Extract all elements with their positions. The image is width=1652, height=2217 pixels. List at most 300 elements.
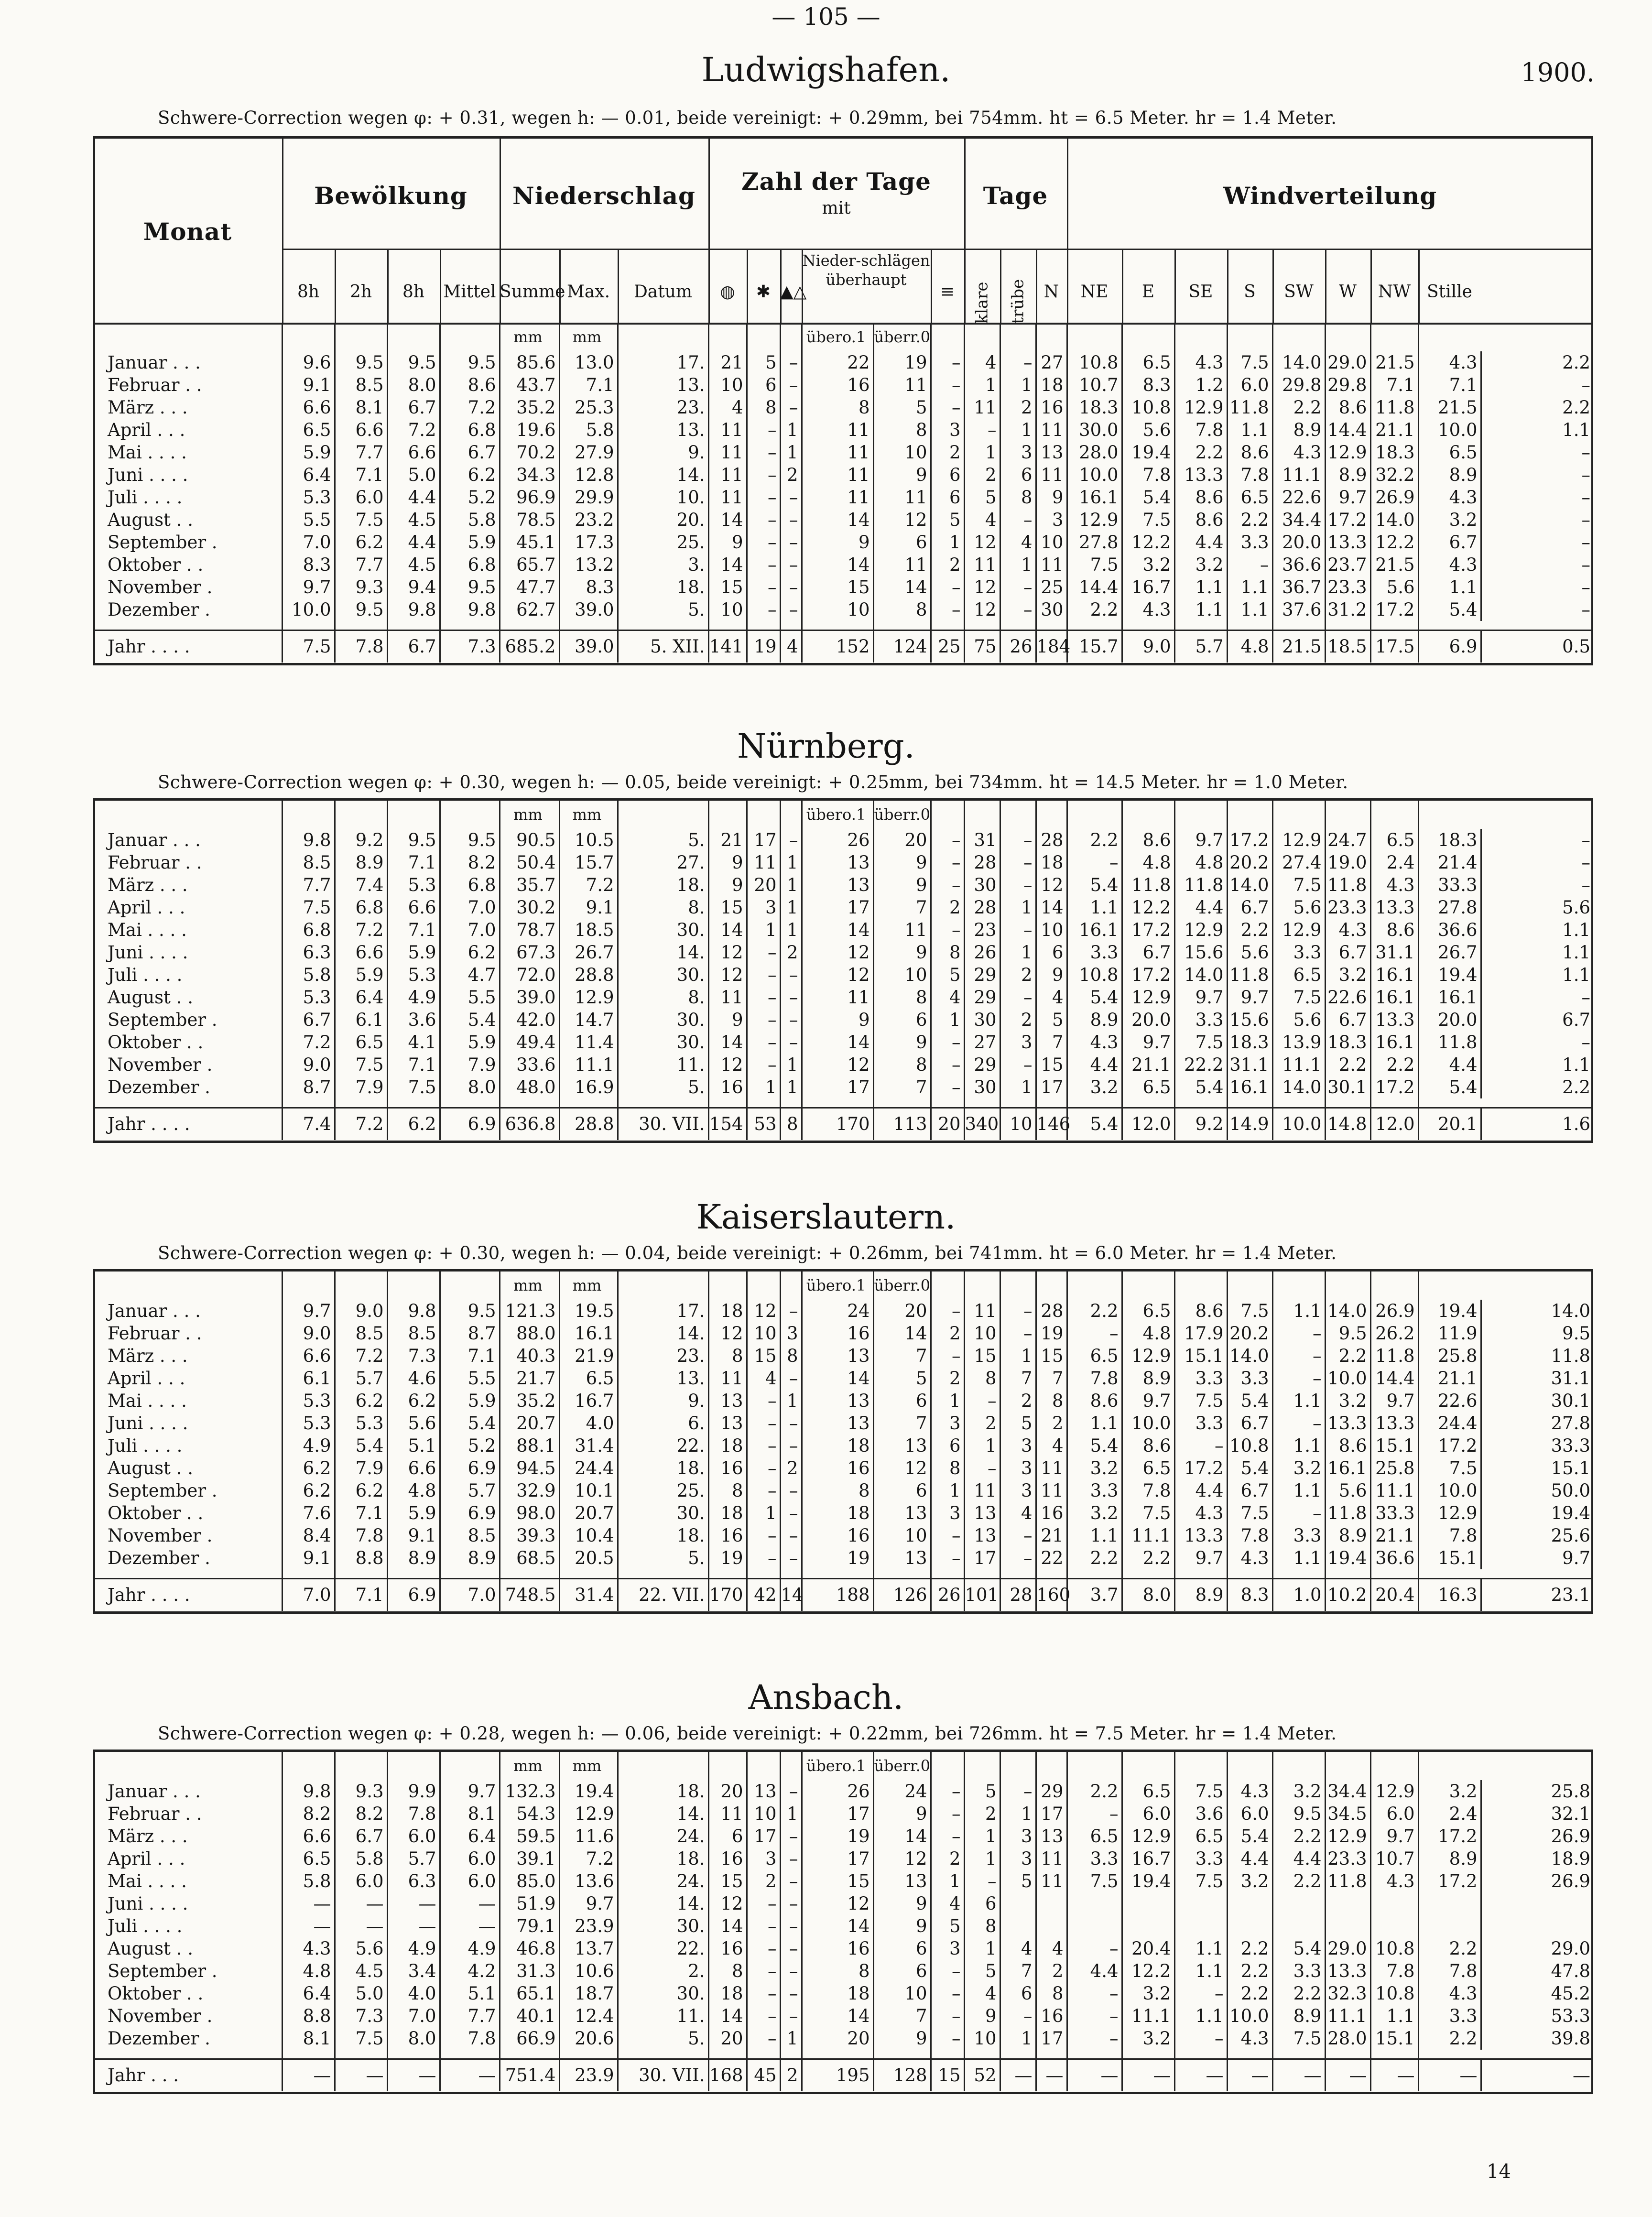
table-cell: 11.8 xyxy=(1325,1870,1370,1892)
table-cell: 19 xyxy=(802,1547,873,1569)
table-cell: 9.7 xyxy=(1174,986,1227,1009)
table-cell: 9 xyxy=(802,531,873,554)
table-cell: 18 xyxy=(1036,851,1067,874)
table-cell: 94.5 xyxy=(500,1457,559,1479)
table-cell: 14.7 xyxy=(559,1009,618,1031)
table-cell: 53.3 xyxy=(1481,2005,1593,2027)
unit-cell: mm xyxy=(500,1751,559,1780)
table-cell: 29 xyxy=(964,964,1000,986)
table-cell: – xyxy=(931,1825,964,1848)
table-cell: 9.5 xyxy=(440,829,500,851)
table-cell: 3 xyxy=(780,1322,802,1345)
month-label: Mai . . . . xyxy=(108,442,187,463)
table-cell: 4.4 xyxy=(387,486,440,509)
table-cell: 20.2 xyxy=(1227,1322,1272,1345)
table-cell: 12.9 xyxy=(1272,829,1325,851)
table-cell: 3.3 xyxy=(1227,531,1272,554)
table-cell: 7 xyxy=(1000,1367,1036,1390)
table-cell: 40.3 xyxy=(500,1345,559,1367)
table-cell: 11 xyxy=(708,1367,747,1390)
table-cell: 30.1 xyxy=(1481,1390,1593,1412)
table-cell: 6.5 xyxy=(1122,1076,1174,1098)
table-cell: 4.4 xyxy=(1174,531,1227,554)
table-cell: 7.5 xyxy=(335,2027,387,2050)
table-cell: 9 xyxy=(873,464,931,486)
table-cell: 7 xyxy=(873,896,931,919)
table-cell: 10.0 xyxy=(1067,464,1122,486)
table-cell: 4 xyxy=(1000,531,1036,554)
table-cell: 3.2 xyxy=(1227,1870,1272,1892)
table-cell: 5.6 xyxy=(1370,576,1418,598)
table-cell: 4 xyxy=(1000,1937,1036,1960)
month-label: Juli . . . . xyxy=(108,1435,183,1456)
year-cell: 6.9 xyxy=(387,1579,440,1611)
table-cell: 8.9 xyxy=(1418,464,1481,486)
table-cell: 13.7 xyxy=(559,1937,618,1960)
table-cell: 2 xyxy=(931,1322,964,1345)
table-cell: 16.1 xyxy=(1370,964,1418,986)
year-label: Jahr . . . xyxy=(93,2059,282,2092)
table-cell: 7.1 xyxy=(387,851,440,874)
table-cell: 3.2 xyxy=(1418,1780,1481,1803)
year-cell: 5.7 xyxy=(1174,630,1227,663)
table-cell: 7 xyxy=(873,1345,931,1367)
year-cell: 9.2 xyxy=(1174,1108,1227,1141)
table-cell: 11 xyxy=(964,554,1000,576)
header-mit: mit xyxy=(822,198,851,218)
table-cell: – xyxy=(931,1031,964,1054)
table-cell: 5.9 xyxy=(440,531,500,554)
table-cell: 5 xyxy=(931,1915,964,1937)
table-cell: 8.8 xyxy=(335,1547,387,1569)
table-cell: 17 xyxy=(1036,1803,1067,1825)
table-cell: 17.2 xyxy=(1418,1435,1481,1457)
table-cell: 3 xyxy=(1000,1435,1036,1457)
year-cell: 26 xyxy=(1000,630,1036,663)
table-cell: – xyxy=(747,1457,780,1479)
col-8h-a: 8h xyxy=(297,282,320,302)
table-cell: 21.5 xyxy=(1418,396,1481,419)
table-cell: 1 xyxy=(747,1502,780,1524)
table-cell: 5. xyxy=(618,1547,708,1569)
table-cell: 5.8 xyxy=(335,1848,387,1870)
table-cell: 5 xyxy=(873,1367,931,1390)
table-cell: 19.4 xyxy=(1418,964,1481,986)
table-cell: 7 xyxy=(873,1076,931,1098)
year-cell: 7.0 xyxy=(282,1579,335,1611)
table-cell: 3.2 xyxy=(1122,1982,1174,2005)
table-cell: 11.8 xyxy=(1370,396,1418,419)
unit-cell: überr.0 xyxy=(873,800,931,829)
table-cell: 6.0 xyxy=(440,1870,500,1892)
table-cell: 2.4 xyxy=(1370,851,1418,874)
table-cell: 7.5 xyxy=(1122,509,1174,531)
table-cell: 5. xyxy=(618,598,708,621)
table-cell: 1 xyxy=(780,1054,802,1076)
table-cell: 8.9 xyxy=(1325,464,1370,486)
year-cell: 184 xyxy=(1036,630,1067,663)
table-cell: 9 xyxy=(802,1009,873,1031)
table-cell: 20.0 xyxy=(1418,1009,1481,1031)
table-cell: 1 xyxy=(1000,1803,1036,1825)
table-cell: 9 xyxy=(873,1031,931,1054)
month-label: Februar . . xyxy=(108,375,202,395)
table-cell: – xyxy=(780,1915,802,1937)
table-cell: 4 xyxy=(1036,1937,1067,1960)
table-cell: 7.0 xyxy=(440,896,500,919)
month-label: August . . xyxy=(108,987,193,1008)
table-cell: 5.1 xyxy=(440,1982,500,2005)
table-cell: 12.9 xyxy=(559,986,618,1009)
table-cell: 12 xyxy=(873,1457,931,1479)
table-cell: 27.8 xyxy=(1418,896,1481,919)
table-cell: 6.0 xyxy=(1227,1803,1272,1825)
table-cell: 7.5 xyxy=(1174,1870,1227,1892)
table-cell: 7.5 xyxy=(387,1076,440,1098)
table-cell: 11 xyxy=(802,486,873,509)
footer-signature: 14 xyxy=(1487,2161,1511,2183)
table-cell: 9 xyxy=(708,531,747,554)
year-cell: 170 xyxy=(708,1579,747,1611)
table-cell: 9.3 xyxy=(335,1780,387,1803)
table-cell: 29.9 xyxy=(559,486,618,509)
table-cell: 4.4 xyxy=(1227,1848,1272,1870)
table-cell: 7.5 xyxy=(1418,1457,1481,1479)
table-cell: – xyxy=(1481,554,1593,576)
table-cell: – xyxy=(747,598,780,621)
table-cell: 9.4 xyxy=(387,576,440,598)
table-cell: 6.8 xyxy=(282,919,335,941)
table-cell: 10 xyxy=(873,964,931,986)
table-cell: 2 xyxy=(747,1870,780,1892)
table-cell: 1.1 xyxy=(1481,941,1593,964)
table-cell: 6.6 xyxy=(335,941,387,964)
table-cell: 6.7 xyxy=(1122,941,1174,964)
table-cell: 6.0 xyxy=(1227,374,1272,396)
table-cell: 9 xyxy=(1036,964,1067,986)
table-cell: 4.3 xyxy=(1325,919,1370,941)
table-cell: – xyxy=(1000,2005,1036,2027)
table-cell: 34.4 xyxy=(1325,1780,1370,1803)
table-cell: 51.9 xyxy=(500,1892,559,1915)
year-cell: 12.0 xyxy=(1122,1108,1174,1141)
table-cell: 8.6 xyxy=(440,374,500,396)
table-cell: 14.0 xyxy=(1481,1300,1593,1322)
table-cell: – xyxy=(780,554,802,576)
table-cell: 10 xyxy=(873,441,931,464)
table-cell: 14 xyxy=(802,1367,873,1390)
table-cell: 7.1 xyxy=(559,374,618,396)
table-cell: 19.6 xyxy=(500,419,559,441)
table-cell: 30. xyxy=(618,1982,708,2005)
table-cell: 1 xyxy=(931,1870,964,1892)
table-cell: 9.7 xyxy=(559,1892,618,1915)
year-cell: — xyxy=(282,2059,335,2092)
table-cell: 12 xyxy=(708,964,747,986)
table-cell: 70.2 xyxy=(500,441,559,464)
table-cell: 11.1 xyxy=(1272,464,1325,486)
table-cell: 4.3 xyxy=(1174,351,1227,374)
table-cell: 7.5 xyxy=(1067,1870,1122,1892)
table-cell: 5. xyxy=(618,2027,708,2050)
table-cell: 18 xyxy=(708,1435,747,1457)
table-cell: 17.2 xyxy=(1227,829,1272,851)
year-cell: 31.4 xyxy=(559,1579,618,1611)
table-cell: 11.6 xyxy=(559,1825,618,1848)
header-tage: Tage xyxy=(983,182,1048,210)
table-cell: 35.2 xyxy=(500,396,559,419)
table-cell: 8.6 xyxy=(1325,396,1370,419)
table-cell: – xyxy=(931,1054,964,1076)
table-cell: 8.4 xyxy=(282,1524,335,1547)
table-cell: 5 xyxy=(964,1960,1000,1982)
table-cell: 34.4 xyxy=(1272,509,1325,531)
year-cell: 4.8 xyxy=(1227,630,1272,663)
table-cell: 9 xyxy=(1036,486,1067,509)
table-cell: 15.6 xyxy=(1227,1009,1272,1031)
table-cell: 26.2 xyxy=(1370,1322,1418,1345)
table-cell: 12.9 xyxy=(1272,919,1325,941)
table-cell: 4.4 xyxy=(1272,1848,1325,1870)
table-cell: 11 xyxy=(802,986,873,1009)
table-cell: 45.2 xyxy=(1481,1982,1593,2005)
table-cell: 28.0 xyxy=(1067,441,1122,464)
table-cell: 11 xyxy=(802,441,873,464)
table-cell: 45.1 xyxy=(500,531,559,554)
table-cell: 2 xyxy=(931,896,964,919)
table-cell: 4.4 xyxy=(1174,1479,1227,1502)
table-cell: 10.8 xyxy=(1370,1937,1418,1960)
table-cell: 54.3 xyxy=(500,1803,559,1825)
year-cell: 9.0 xyxy=(1122,630,1174,663)
table-cell: 30. xyxy=(618,1915,708,1937)
table-cell: – xyxy=(780,1825,802,1848)
table-cell: – xyxy=(1000,1524,1036,1547)
table-cell: 20.0 xyxy=(1122,1009,1174,1031)
year-cell: 20.4 xyxy=(1370,1579,1418,1611)
table-cell: 20 xyxy=(708,1780,747,1803)
table-cell: 39.3 xyxy=(500,1524,559,1547)
table-cell: 17.2 xyxy=(1174,1457,1227,1479)
table-cell: 20.5 xyxy=(559,1547,618,1569)
table-cell: – xyxy=(747,1524,780,1547)
table-cell: 1.1 xyxy=(1481,919,1593,941)
table-cell: 12.9 xyxy=(1174,396,1227,419)
year-cell: — xyxy=(1122,2059,1174,2092)
table-cell: 39.8 xyxy=(1481,2027,1593,2050)
month-label: Februar . . xyxy=(108,852,202,873)
table-cell: 4.5 xyxy=(335,1960,387,1982)
table-cell: 1 xyxy=(747,919,780,941)
table-cell: 17.2 xyxy=(1370,598,1418,621)
year-cell: — xyxy=(387,2059,440,2092)
table-cell: 17 xyxy=(802,1803,873,1825)
table-cell: 4.9 xyxy=(282,1435,335,1457)
table-cell: 121.3 xyxy=(500,1300,559,1322)
table-cell: 8.0 xyxy=(387,374,440,396)
table-cell: 1 xyxy=(1000,1345,1036,1367)
table-cell: 11.1 xyxy=(559,1054,618,1076)
year-cell: 7.4 xyxy=(282,1108,335,1141)
table-cell: 9.7 xyxy=(1122,1031,1174,1054)
table-cell: 1.1 xyxy=(1174,598,1227,621)
table-cell: 5.4 xyxy=(1174,1076,1227,1098)
table-cell: – xyxy=(1000,509,1036,531)
table-cell: 6.7 xyxy=(1481,1009,1593,1031)
table-cell: 7.5 xyxy=(1227,1300,1272,1322)
table-cell: 31.4 xyxy=(559,1435,618,1457)
table-cell: 19.4 xyxy=(1122,1870,1174,1892)
table-cell: 2.2 xyxy=(1325,1345,1370,1367)
table-cell: 7.5 xyxy=(335,509,387,531)
table-cell: 13 xyxy=(873,1435,931,1457)
table-cell: 16.1 xyxy=(1370,986,1418,1009)
table-cell: 6.4 xyxy=(440,1825,500,1848)
table-cell: 29.0 xyxy=(1325,351,1370,374)
table-cell: 4.3 xyxy=(1418,1982,1481,2005)
month-label: Oktober . . xyxy=(108,1032,204,1053)
table-cell: 5.9 xyxy=(440,1390,500,1412)
table-cell: 28.0 xyxy=(1325,2027,1370,2050)
table-cell: 2.2 xyxy=(1481,396,1593,419)
year-cell: 39.0 xyxy=(559,630,618,663)
table-cell: 18 xyxy=(708,1300,747,1322)
table-cell: 10.0 xyxy=(1418,1479,1481,1502)
table-cell: 5.7 xyxy=(440,1479,500,1502)
table-cell: 5.8 xyxy=(559,419,618,441)
table-cell: 7.5 xyxy=(1122,1502,1174,1524)
table-cell: 2 xyxy=(1000,1009,1036,1031)
table-cell: 7 xyxy=(873,1412,931,1435)
table-cell: 7.3 xyxy=(387,1345,440,1367)
year-cell: 7.5 xyxy=(282,630,335,663)
table-cell: 9 xyxy=(708,1009,747,1031)
table-cell: 17.9 xyxy=(1174,1322,1227,1345)
table-cell: 11.1 xyxy=(1325,2005,1370,2027)
table-cell: 4 xyxy=(1036,1435,1067,1457)
table-cell: 8 xyxy=(873,986,931,1009)
table-cell: 12.9 xyxy=(1122,1345,1174,1367)
table-cell: 14. xyxy=(618,1892,708,1915)
table-cell: – xyxy=(780,1780,802,1803)
table-cell: 18.3 xyxy=(1325,1031,1370,1054)
year-cell: 42 xyxy=(747,1579,780,1611)
table-cell: 16.1 xyxy=(1227,1076,1272,1098)
table-cell: 17.2 xyxy=(1418,1870,1481,1892)
table-cell: – xyxy=(1481,486,1593,509)
table-cell: 6 xyxy=(873,531,931,554)
year-cell: 154 xyxy=(708,1108,747,1141)
table-cell: 7.7 xyxy=(282,874,335,896)
year-cell: 2 xyxy=(780,2059,802,2092)
table-cell: 6.5 xyxy=(1122,351,1174,374)
table-cell: 9.5 xyxy=(335,598,387,621)
table-cell: 22 xyxy=(802,351,873,374)
table-cell: – xyxy=(1174,1435,1227,1457)
table-cell: 32.9 xyxy=(500,1479,559,1502)
table-cell: 11 xyxy=(1036,1457,1067,1479)
table-cell: 6.8 xyxy=(440,554,500,576)
table-cell: 25 xyxy=(1036,576,1067,598)
year-cell: 19 xyxy=(747,630,780,663)
month-label: November . xyxy=(108,1054,213,1075)
table-cell: 23.7 xyxy=(1325,554,1370,576)
table-cell: 2 xyxy=(1000,1390,1036,1412)
table-cell: – xyxy=(931,1345,964,1367)
table-cell: 4.3 xyxy=(1174,1502,1227,1524)
year-cell: 26 xyxy=(931,1579,964,1611)
table-cell: 31.3 xyxy=(500,1960,559,1982)
table-cell: 6.2 xyxy=(335,1390,387,1412)
table-cell: 11.8 xyxy=(1174,874,1227,896)
table-cell: – xyxy=(1000,576,1036,598)
table-cell: 16 xyxy=(802,1524,873,1547)
table-cell: 6.4 xyxy=(335,986,387,1009)
table-cell: 5 xyxy=(931,509,964,531)
table-cell: 85.0 xyxy=(500,1870,559,1892)
table-cell: 6.5 xyxy=(559,1367,618,1390)
col-e: E xyxy=(1141,282,1155,302)
table-cell: 13.9 xyxy=(1272,1031,1325,1054)
table-cell: 18 xyxy=(802,1435,873,1457)
table-cell: – xyxy=(747,419,780,441)
table-cell: 18. xyxy=(618,1457,708,1479)
table-cell: 4.8 xyxy=(1122,1322,1174,1345)
table-cell: 2 xyxy=(1000,964,1036,986)
table-cell: 1.1 xyxy=(1227,419,1272,441)
table-cell: – xyxy=(780,509,802,531)
month-label: Februar . . xyxy=(108,1323,202,1344)
table-frame xyxy=(93,1269,1593,1611)
table-cell: 10.0 xyxy=(1122,1412,1174,1435)
table-cell: 50.0 xyxy=(1481,1479,1593,1502)
table-cell: 23.2 xyxy=(559,509,618,531)
table-cell: 1.2 xyxy=(1174,374,1227,396)
month-label: Dezember . xyxy=(108,2028,210,2049)
table-cell: – xyxy=(747,1479,780,1502)
table-cell: 3.6 xyxy=(387,1009,440,1031)
table-cell: 9 xyxy=(708,874,747,896)
year-cell: 748.5 xyxy=(500,1579,559,1611)
table-cell: 13.0 xyxy=(559,351,618,374)
table-cell: 10 xyxy=(873,1524,931,1547)
table-cell: 1 xyxy=(964,1825,1000,1848)
table-cell: 1.1 xyxy=(1272,1390,1325,1412)
table-cell: – xyxy=(931,374,964,396)
table-cell: 1 xyxy=(1000,419,1036,441)
month-label: Januar . . . xyxy=(108,352,201,373)
month-label: November . xyxy=(108,2006,213,2026)
table-cell: 27.8 xyxy=(1481,1412,1593,1435)
table-cell: 6.7 xyxy=(1418,531,1481,554)
table-cell: 78.5 xyxy=(500,509,559,531)
table-cell: 2.2 xyxy=(1122,1547,1174,1569)
month-label: April . . . xyxy=(108,897,185,918)
table-cell: 9.5 xyxy=(1325,1322,1370,1345)
table-cell: 27. xyxy=(618,851,708,874)
table-cell: 7.0 xyxy=(440,919,500,941)
table-cell: 8.0 xyxy=(440,1076,500,1098)
table-cell: 1 xyxy=(964,441,1000,464)
table-cell: 11. xyxy=(618,1054,708,1076)
table-cell: 5. xyxy=(618,829,708,851)
table-cell: 4 xyxy=(964,509,1000,531)
table-cell: – xyxy=(1481,374,1593,396)
table-cell: 27.8 xyxy=(1067,531,1122,554)
table-cell: 20.7 xyxy=(500,1412,559,1435)
table-cell: 3 xyxy=(1000,1457,1036,1479)
table-cell: 20.7 xyxy=(559,1502,618,1524)
